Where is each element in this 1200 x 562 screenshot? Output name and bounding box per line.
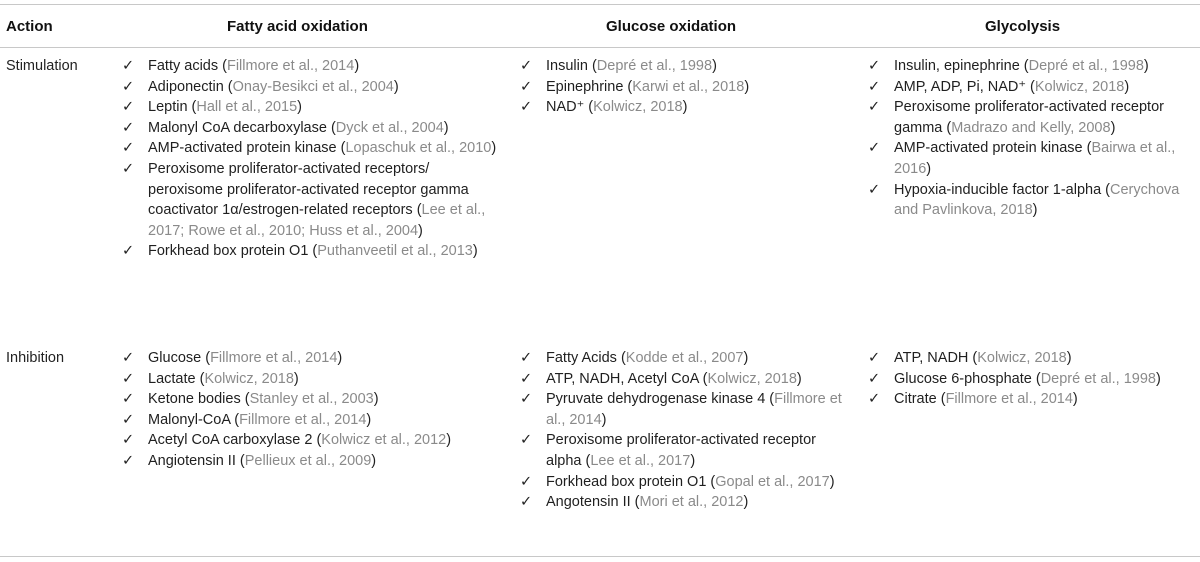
citation: Kolwicz, 2018	[593, 99, 683, 116]
list-item: ✓ Forkhead box protein O1 (Puthanveetil et al., 2013)	[120, 241, 500, 262]
item-label: Peroxisome proliferator-activated receptors/ peroxisome proliferator-activated receptor gamma coactivator 1α/estrogen-related receptors	[148, 160, 469, 219]
checkmark-icon: ✓	[122, 411, 135, 428]
item-label: NAD⁺	[546, 99, 585, 116]
stimulation-glycolysis-list	[866, 56, 1196, 221]
citation: Kolwicz, 2018	[204, 370, 294, 387]
list-item: ✓ ATP, NADH (Kolwicz, 2018)	[866, 348, 1196, 369]
citation: Fillmore et al., 2014	[210, 350, 338, 366]
list-item: ✓ Insulin (Depré et al., 1998)	[518, 56, 898, 77]
item-label: Lactate	[148, 370, 196, 387]
citation: Bairwa et al., 2016	[894, 140, 1176, 177]
checkmark-icon: ✓	[520, 370, 533, 387]
citation: Kodde et al., 2007	[625, 350, 744, 366]
checkmark-icon: ✓	[122, 119, 135, 136]
inhibition-glycolysis-list	[866, 348, 1196, 410]
item-label: ATP, NADH	[894, 350, 969, 366]
checkmark-icon: ✓	[122, 391, 135, 408]
item-label: Forkhead box protein O1	[148, 243, 309, 260]
item-label: Insulin	[546, 58, 588, 74]
checkmark-icon: ✓	[868, 391, 881, 408]
citation: Kolwicz, 2018	[1034, 78, 1125, 95]
item-label: Citrate	[894, 391, 937, 408]
checkmark-icon: ✓	[520, 350, 533, 366]
checkmark-icon: ✓	[520, 99, 533, 116]
header-rule	[0, 47, 1200, 48]
citation: Fillmore et al., 2014	[945, 391, 1073, 408]
checkmark-icon: ✓	[868, 58, 881, 74]
checkmark-icon: ✓	[122, 370, 135, 387]
item-label: Malonyl CoA decarboxylase	[148, 119, 327, 136]
list-item: ✓ Forkhead box protein O1 (Gopal et al., 2017)	[518, 472, 848, 493]
citation: Depré et al., 1998	[1040, 370, 1156, 387]
row-label-inhibition: Inhibition	[6, 350, 65, 366]
header-fatty-acid-oxidation: Fatty acid oxidation	[227, 18, 368, 35]
checkmark-icon: ✓	[122, 350, 135, 366]
list-item: ✓ AMP-activated protein kinase (Lopaschuk et al., 2010)	[120, 138, 500, 159]
header-glucose-oxidation: Glucose oxidation	[606, 18, 737, 35]
checkmark-icon: ✓	[122, 243, 135, 260]
citation: Depré et al., 1998	[596, 58, 713, 74]
checkmark-icon: ✓	[122, 160, 135, 177]
checkmark-icon: ✓	[868, 181, 881, 198]
item-label: Adiponectin	[148, 78, 224, 95]
list-item: ✓ Peroxisome proliferator-activated receptors/ peroxisome proliferator-activated receptor gamma coactivator 1α/estrogen-related receptors (Lee et al., 2017; Rowe et al., 2010; Huss et al., 2004)	[120, 159, 500, 241]
item-label: Epinephrine	[546, 78, 624, 95]
stimulation-fatty-acid-list	[120, 56, 500, 262]
item-label: AMP, ADP, Pi, NAD⁺	[894, 78, 1027, 95]
citation: Karwi et al., 2018	[632, 78, 745, 95]
list-item: ✓ Citrate (Fillmore et al., 2014)	[866, 389, 1196, 410]
list-item: ✓ Insulin, epinephrine (Depré et al., 1998)	[866, 56, 1196, 77]
checkmark-icon: ✓	[122, 452, 135, 469]
citation: Mori et al., 2012	[639, 494, 744, 511]
item-label: Hypoxia-inducible factor 1-alpha	[894, 181, 1102, 198]
item-label: Peroxisome proliferator-activated receptor gamma	[894, 99, 1164, 136]
item-label: Fatty Acids	[546, 350, 617, 366]
item-label: Pyruvate dehydrogenase kinase 4	[546, 391, 766, 408]
citation: Pellieux et al., 2009	[244, 452, 372, 469]
checkmark-icon: ✓	[868, 370, 881, 387]
header-glycolysis: Glycolysis	[985, 18, 1061, 35]
item-label: Peroxisome proliferator-activated receptor alpha	[546, 432, 816, 469]
citation: Stanley et al., 2003	[249, 391, 374, 408]
citation: Gopal et al., 2017	[715, 473, 830, 490]
item-label: AMP-activated protein kinase	[894, 140, 1083, 157]
inhibition-fatty-acid-list	[120, 348, 500, 472]
checkmark-icon: ✓	[520, 473, 533, 490]
stimulation-glucose-list	[518, 56, 898, 118]
item-label: ATP, NADH, Acetyl CoA	[546, 370, 699, 387]
checkmark-icon: ✓	[520, 78, 533, 95]
item-label: Angotensin II	[546, 494, 631, 511]
list-item: ✓ NAD⁺ (Kolwicz, 2018)	[518, 97, 898, 118]
list-item: ✓ Angiotensin II (Pellieux et al., 2009)	[120, 451, 500, 472]
item-label: Ketone bodies	[148, 391, 241, 408]
item-label: Forkhead box protein O1	[546, 473, 707, 490]
list-item: ✓ Pyruvate dehydrogenase kinase 4 (Fillmore et al., 2014)	[518, 389, 848, 430]
checkmark-icon: ✓	[868, 78, 881, 95]
checkmark-icon: ✓	[122, 432, 135, 449]
list-item: ✓ Acetyl CoA carboxylase 2 (Kolwicz et al., 2012)	[120, 430, 500, 451]
list-item: ✓ Lactate (Kolwicz, 2018)	[120, 369, 500, 390]
list-item: ✓ Glucose 6-phosphate (Depré et al., 1998)	[866, 369, 1196, 390]
citation: Cerychova and Pavlinkova, 2018	[894, 181, 1180, 219]
item-label: Fatty acids	[148, 58, 219, 74]
item-label: Glucose 6-phosphate	[894, 370, 1032, 387]
citation: Lee et al., 2017; Rowe et al., 2010; Huss et al., 2004	[148, 202, 486, 239]
list-item: ✓ Epinephrine (Karwi et al., 2018)	[518, 77, 898, 98]
citation: Fillmore et al., 2014	[239, 411, 367, 428]
citation: Depré et al., 1998	[1028, 58, 1144, 74]
citation: Kolwicz, 2018	[707, 370, 797, 387]
item-label: Acetyl CoA carboxylase 2	[148, 432, 313, 449]
list-item: ✓ Peroxisome proliferator-activated receptor gamma (Madrazo and Kelly, 2008)	[866, 97, 1196, 138]
citation: Dyck et al., 2004	[335, 119, 444, 136]
list-item: ✓ AMP, ADP, Pi, NAD⁺ (Kolwicz, 2018)	[866, 77, 1196, 98]
checkmark-icon: ✓	[122, 78, 135, 95]
citation: Lopaschuk et al., 2010	[345, 140, 492, 157]
checkmark-icon: ✓	[520, 391, 533, 408]
top-rule	[0, 4, 1200, 5]
item-label: Malonyl-CoA	[148, 411, 231, 428]
header-action: Action	[6, 18, 53, 35]
citation: Hall et al., 2015	[196, 99, 298, 116]
list-item: ✓ Angotensin II (Mori et al., 2012)	[518, 492, 848, 513]
citation: Fillmore et al., 2014	[226, 58, 355, 74]
list-item: ✓ Malonyl CoA decarboxylase (Dyck et al., 2004)	[120, 118, 500, 139]
list-item: ✓ ATP, NADH, Acetyl CoA (Kolwicz, 2018)	[518, 369, 848, 390]
row-label-stimulation: Stimulation	[6, 58, 78, 74]
citation: Onay-Besikci et al., 2004	[232, 78, 394, 95]
checkmark-icon: ✓	[868, 140, 881, 157]
citation: Fillmore et al., 2014	[546, 391, 842, 428]
checkmark-icon: ✓	[122, 99, 135, 116]
checkmark-icon: ✓	[868, 350, 881, 366]
citation: Kolwicz et al., 2012	[321, 432, 447, 449]
citation: Madrazo and Kelly, 2008	[951, 119, 1111, 136]
bottom-rule	[0, 556, 1200, 557]
item-label: AMP-activated protein kinase	[148, 140, 337, 157]
list-item: ✓ Leptin (Hall et al., 2015)	[120, 97, 500, 118]
list-item: ✓ Glucose (Fillmore et al., 2014)	[120, 348, 500, 369]
list-item: ✓ Peroxisome proliferator-activated receptor alpha (Lee et al., 2017)	[518, 430, 848, 471]
item-label: Leptin	[148, 99, 188, 116]
list-item: ✓ Hypoxia-inducible factor 1-alpha (Cerychova and Pavlinkova, 2018)	[866, 180, 1196, 221]
checkmark-icon: ✓	[520, 494, 533, 511]
checkmark-icon: ✓	[122, 58, 135, 74]
item-label: Glucose	[148, 350, 202, 366]
checkmark-icon: ✓	[520, 58, 533, 74]
item-label: Angiotensin II	[148, 452, 236, 469]
list-item: ✓ Fatty Acids (Kodde et al., 2007)	[518, 348, 848, 369]
inhibition-glucose-list	[518, 348, 848, 513]
checkmark-icon: ✓	[868, 99, 881, 116]
checkmark-icon: ✓	[122, 140, 135, 157]
item-label: Insulin, epinephrine	[894, 58, 1020, 74]
list-item: ✓ Malonyl-CoA (Fillmore et al., 2014)	[120, 410, 500, 431]
list-item: ✓ Fatty acids (Fillmore et al., 2014)	[120, 56, 500, 77]
list-item: ✓ AMP-activated protein kinase (Bairwa et al., 2016)	[866, 138, 1196, 179]
checkmark-icon: ✓	[520, 432, 533, 449]
citation: Kolwicz, 2018	[977, 350, 1067, 366]
list-item: ✓ Ketone bodies (Stanley et al., 2003)	[120, 389, 500, 410]
citation: Lee et al., 2017	[590, 452, 691, 469]
list-item: ✓ Adiponectin (Onay-Besikci et al., 2004)	[120, 77, 500, 98]
citation: Puthanveetil et al., 2013	[317, 243, 473, 260]
